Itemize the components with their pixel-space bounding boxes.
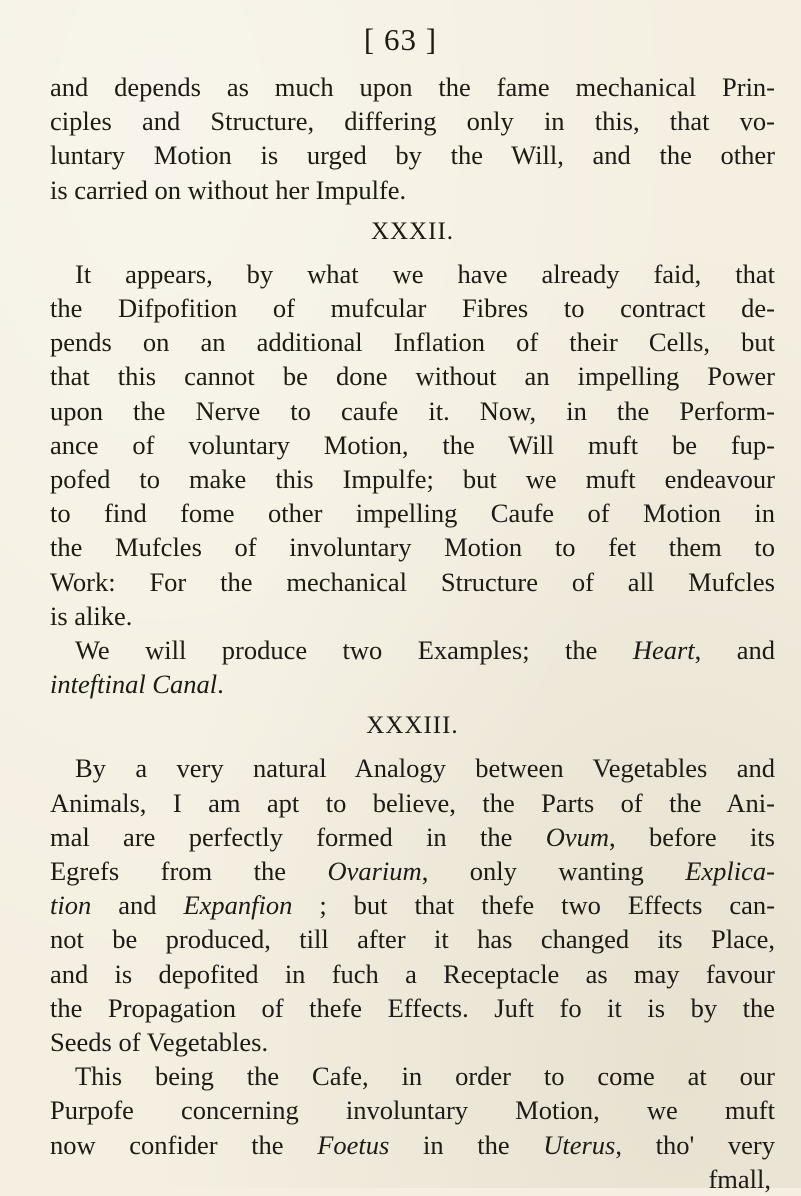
text-line: now confider the Foetus in the Uterus, tho' very <box>50 1129 775 1160</box>
text-line: pends on an additional Inflation of their Cells, but <box>50 327 775 358</box>
section-heading: XXXIII. <box>366 712 459 740</box>
text-line: We will produce two Examples; the Heart, and <box>75 635 775 666</box>
text-line: not be produced, till after it has changed its Place, <box>50 924 775 955</box>
text-line: Animals, I am apt to believe, the Parts of the Ani- <box>50 787 775 818</box>
text-line: mal are perfectly formed in the Ovum, before its <box>50 821 775 852</box>
text-line: and is depofited in fuch a Receptacle as may favour <box>50 958 775 989</box>
paragraph <box>50 751 775 1059</box>
text-line: Seeds of Vegetables. <box>50 1027 269 1058</box>
text-line: luntary Motion is urged by the Will, and the other <box>50 140 775 171</box>
paragraph <box>50 70 775 207</box>
text-line: This being the Cafe, in order to come at our <box>75 1061 775 1092</box>
catchword: fmall, <box>708 1163 771 1194</box>
page-number-header: [ 63 ] <box>363 22 438 57</box>
text-line: It appears, by what we have already faid, that <box>75 258 775 289</box>
body-text <box>50 70 775 1196</box>
paragraph <box>50 1059 775 1162</box>
text-line: the Difpofition of mufcular Fibres to contract de- <box>50 293 775 324</box>
text-line: inteftinal Canal. <box>50 669 224 700</box>
text-line: Egrefs from the Ovarium, only wanting Explica- <box>50 856 775 887</box>
section-heading: XXXII. <box>370 217 455 245</box>
text-line: pofed to make this Impulfe; but we muft endeavour <box>50 464 775 495</box>
text-line: the Mufcles of involuntary Motion to fet them to <box>50 532 775 563</box>
text-line: By a very natural Analogy between Vegetables and <box>75 753 775 784</box>
paragraph <box>50 633 775 701</box>
text-line: is carried on without her Impulfe. <box>50 174 407 205</box>
text-line: upon the Nerve to caufe it. Now, in the Perform- <box>50 395 775 426</box>
text-line: is alike. <box>50 600 133 631</box>
text-line: the Propagation of thefe Effects. Juft fo it is by the <box>50 992 775 1023</box>
text-line: and depends as much upon the fame mechanical Prin- <box>50 72 775 102</box>
paragraph <box>50 257 775 633</box>
text-line: Purpofe concerning involuntary Motion, we muft <box>50 1095 775 1126</box>
text-line: ance of voluntary Motion, the Will muft be fup- <box>50 429 775 460</box>
text-line: to find fome other impelling Caufe of Motion in <box>50 498 775 529</box>
text-line: tion and Expanfion ; but that thefe two Effects can- <box>50 890 775 921</box>
text-line: Work: For the mechanical Structure of all Mufcles <box>50 566 775 597</box>
text-line: ciples and Structure, differing only in this, that vo- <box>50 106 775 137</box>
text-line: that this cannot be done without an impelling Power <box>50 361 775 392</box>
